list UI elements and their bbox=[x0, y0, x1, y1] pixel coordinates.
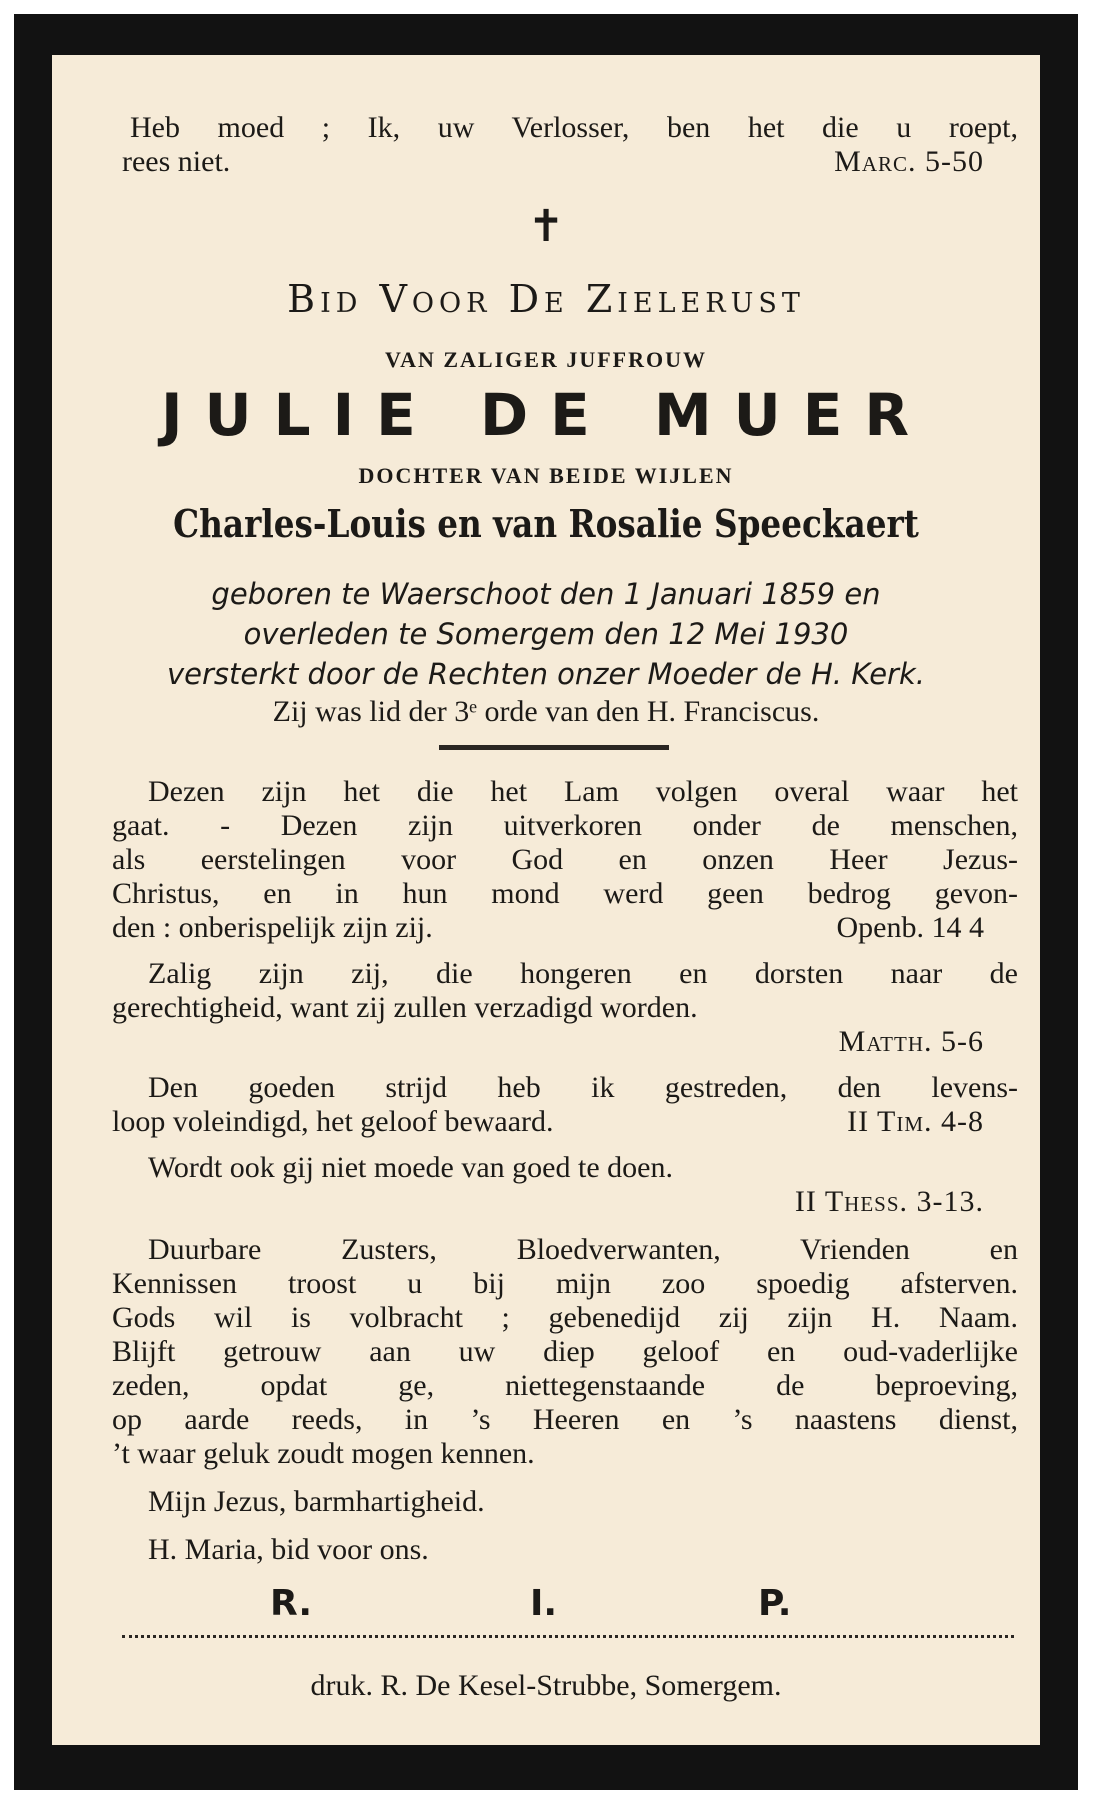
farewell-line: Gods wil is volbracht ; gebenedijd zij zijn H. Naam. bbox=[112, 1301, 1018, 1334]
prayer-maria: H. Maria, bid voor ons. bbox=[148, 1533, 429, 1566]
death-line: overleden te Somergem den 12 Mei 1930 bbox=[243, 617, 849, 651]
farewell-line: zeden, opdat ge, niettegenstaande de beproeving, bbox=[112, 1369, 1018, 1402]
verse-reference: II Thess. 3-13. bbox=[794, 1185, 984, 1218]
verse-line: Christus, en in hun mond werd geen bedrog gevon- bbox=[112, 877, 1018, 910]
verse-line: Den goeden strijd heb ik gestreden, den levens- bbox=[148, 1071, 1018, 1104]
rip-letter-p: P. bbox=[758, 1583, 792, 1624]
farewell-line: Duurbare Zusters, Bloedverwanten, Vrienden en bbox=[148, 1233, 1018, 1266]
verse-reference: II Tim. 4-8 bbox=[847, 1105, 984, 1138]
verse-line: als eerstelingen voor God en onzen Heer Jezus- bbox=[112, 843, 1018, 876]
printer-credit: druk. R. De Kesel-Strubbe, Somergem. bbox=[310, 1669, 782, 1702]
prayer-heading: Bid Voor De Zielerust bbox=[287, 277, 805, 321]
verse-line: loop voleindigd, het geloof bewaard. bbox=[112, 1105, 554, 1138]
prayer-jezus: Mijn Jezus, barmhartigheid. bbox=[148, 1485, 485, 1518]
verse-line: Zalig zijn zij, die hongeren en dorsten naar de bbox=[148, 957, 1018, 990]
farewell-line: Kennissen troost u bij mijn zoo spoedig afsterven. bbox=[112, 1267, 1018, 1300]
farewell-line: Blijft getrouw aan uw diep geloof en oud-vaderlijke bbox=[112, 1335, 1018, 1368]
dotted-divider bbox=[122, 1635, 1014, 1638]
verse-line: Wordt ook gij niet moede van goed te doen. bbox=[148, 1151, 673, 1184]
deceased-name: JULIE DE MUER bbox=[160, 381, 932, 449]
divider-rule bbox=[439, 745, 669, 750]
sacraments-line: versterkt door de Rechten onzer Moeder de H. Kerk. bbox=[167, 657, 925, 691]
cross-icon: ✝ bbox=[527, 202, 565, 251]
verse-line: den : onberispelijk zijn zij. bbox=[112, 911, 433, 944]
birth-line: geboren te Waerschoot den 1 Januari 1859 en bbox=[211, 577, 881, 611]
card-paper bbox=[52, 55, 1040, 1745]
verse-reference: Matth. 5-6 bbox=[838, 1025, 984, 1058]
epigraph-line-2: rees niet. bbox=[122, 145, 231, 178]
epigraph-reference: Marc. 5-50 bbox=[834, 145, 984, 178]
order-line: Zij was lid der 3ᵉ orde van den H. Franciscus. bbox=[272, 695, 820, 728]
farewell-line: ’t waar geluk zoudt mogen kennen. bbox=[112, 1437, 535, 1470]
rip-letter-r: R. bbox=[270, 1583, 313, 1624]
verse-line: gerechtigheid, want zij zullen verzadigd worden. bbox=[112, 991, 698, 1024]
parents-names: Charles-Louis en van Rosalie Speeckaert bbox=[173, 501, 919, 546]
verse-reference: Openb. 14 4 bbox=[836, 911, 984, 944]
dochter-line: DOCHTER VAN BEIDE WIJLEN bbox=[358, 463, 734, 488]
rip-letter-i: I. bbox=[530, 1583, 558, 1624]
verse-line: gaat. - Dezen zijn uitverkoren onder de menschen, bbox=[112, 809, 1018, 842]
epigraph-line-1: Heb moed ; Ik, uw Verlosser, ben het die u roept, bbox=[130, 111, 1018, 144]
farewell-line: op aarde reeds, in ’s Heeren en ’s naastens dienst, bbox=[112, 1403, 1018, 1436]
van-zaliger-line: VAN ZALIGER JUFFROUW bbox=[385, 347, 707, 372]
verse-line: Dezen zijn het die het Lam volgen overal waar het bbox=[148, 775, 1018, 808]
mourning-card bbox=[14, 14, 1078, 1790]
